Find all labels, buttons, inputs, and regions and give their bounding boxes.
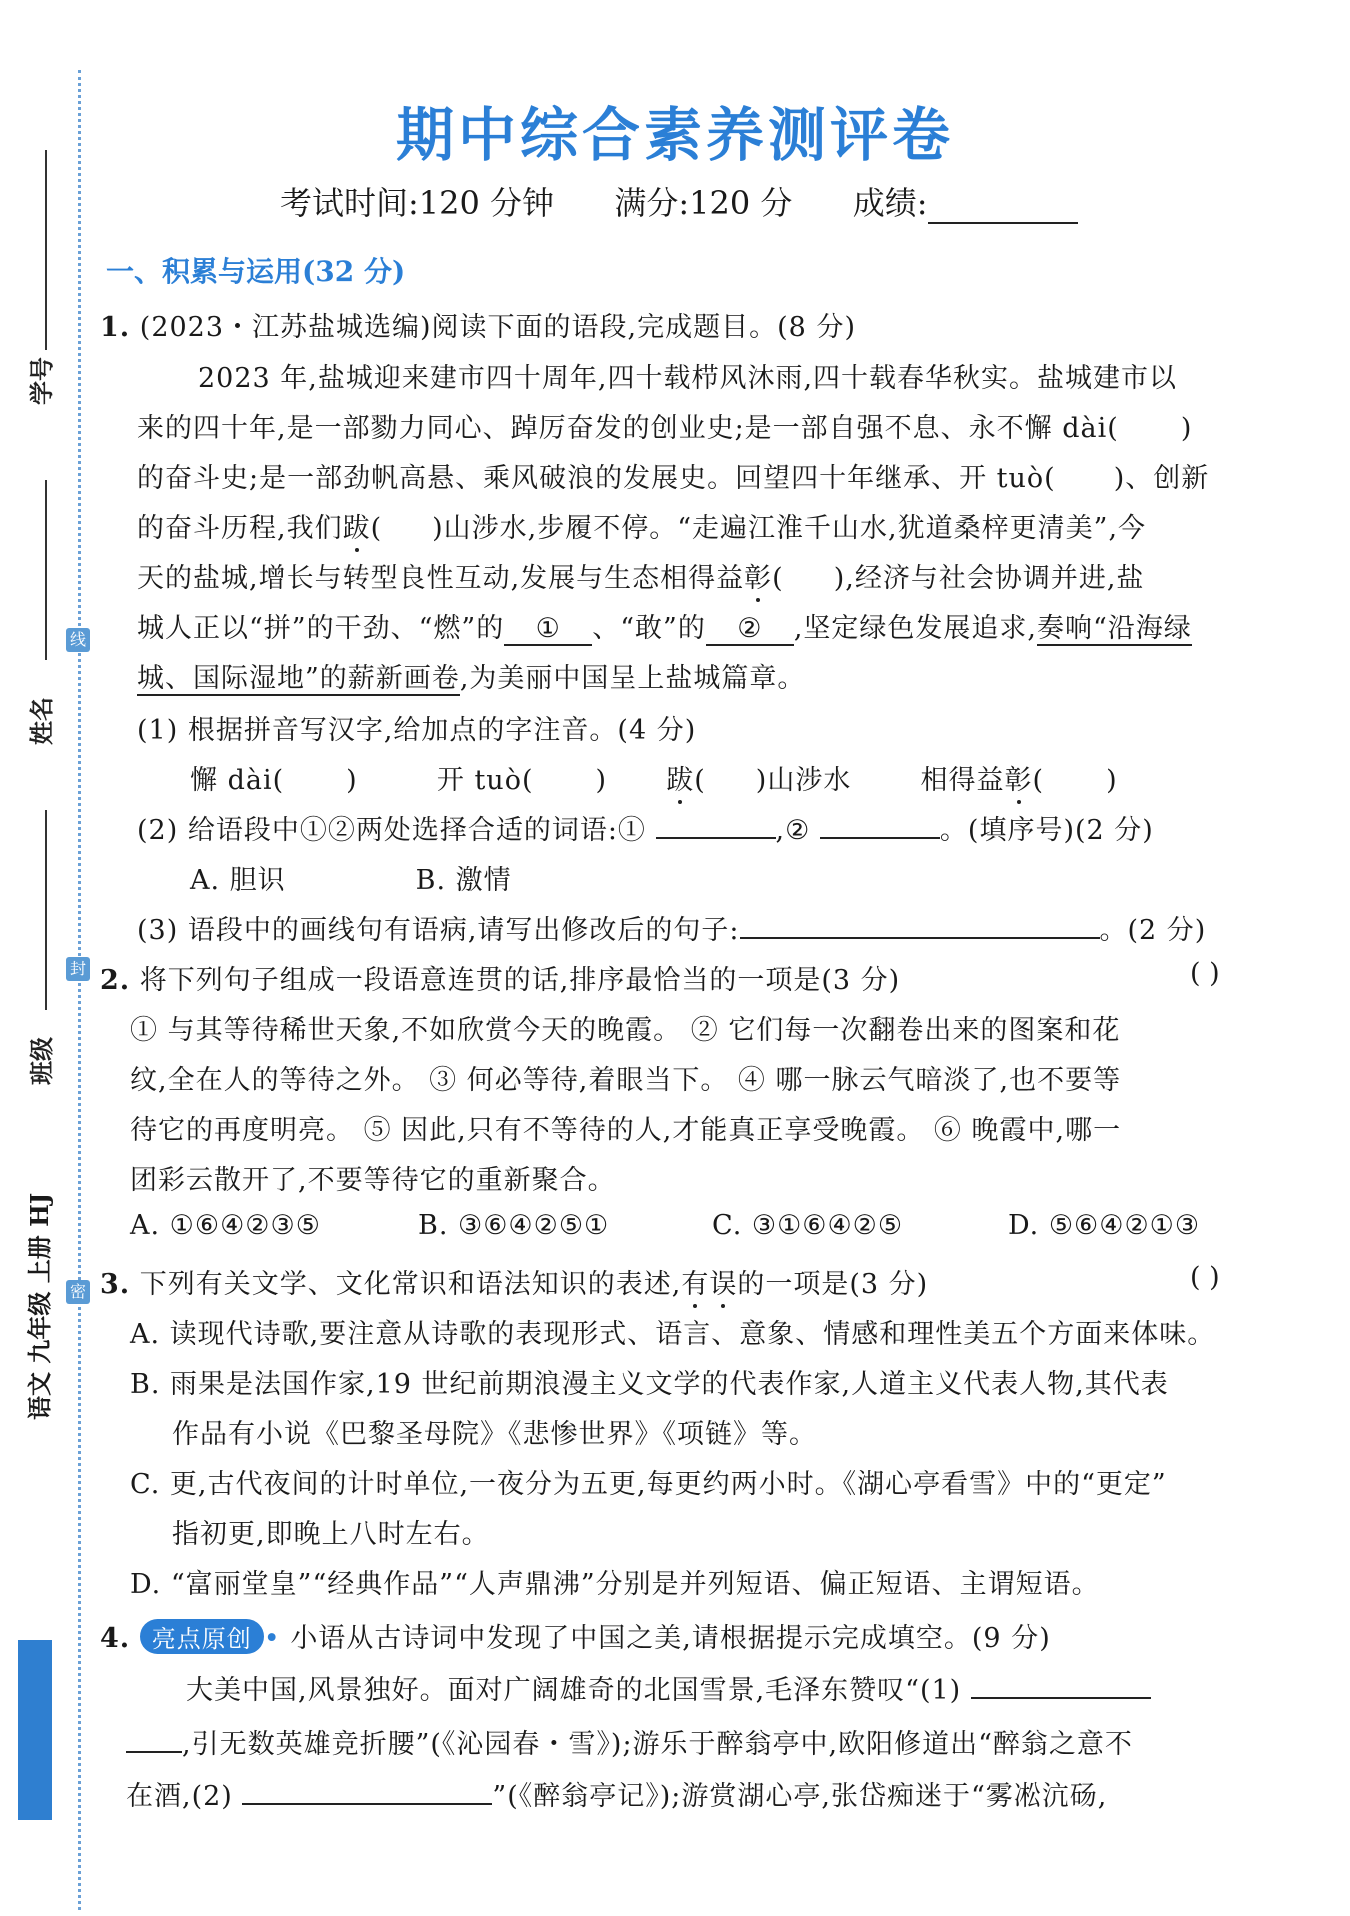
score-label: 成绩: (852, 184, 928, 222)
q1-sub3: (3) 语段中的画线句有语病,请写出修改后的句子: 。(2 分) (137, 915, 1207, 946)
q4-stem: 4. 亮点原创 • 小语从古诗词中发现了中国之美,请根据提示完成填空。(9 分) (100, 1616, 1051, 1655)
q1-para-line: 城、国际湿地”的薪新画卷,为美丽中国呈上盐城篇章。 (137, 663, 806, 694)
q3-option-c: C. 更,古代夜间的计时单位,一夜分为五更,每更约两小时。《湖心亭看雪》中的“更定” (130, 1469, 1167, 1500)
blank-choice-1[interactable] (656, 837, 776, 839)
score-blank[interactable] (928, 194, 1078, 224)
q1-para-line: 城人正以“拼”的干劲、“燃”的 ① 、“敢”的 ② ,坚定绿色发展追求,奏响“沿海绿 (137, 613, 1192, 644)
blank-poem-1a[interactable] (971, 1697, 1151, 1699)
q4-line: ,引无数英雄竞折腰”(《沁园春・雪》);游乐于醉翁亭中,欧阳修道出“醉翁之意不 (126, 1722, 1133, 1761)
blank-correction[interactable] (740, 937, 1100, 939)
class-line (45, 810, 47, 1010)
q1-header: 1. (2023・江苏盐城选编)阅读下面的语段,完成题目。(8 分) (100, 312, 856, 343)
q3-option-b: B. 雨果是法国作家,19 世纪前期浪漫主义文学的代表作家,人道主义代表人物,其代表 (130, 1369, 1169, 1400)
q2-line: ① 与其等待稀世天象,不如欣赏今天的晚霞。 ② 它们每一次翻卷出来的图案和花 (130, 1015, 1121, 1046)
q1-para-line: 来的四十年,是一部勠力同心、踔厉奋发的创业史;是一部自强不息、永不懈 dài( ) (137, 413, 1193, 444)
blank-poem-2[interactable] (242, 1803, 492, 1805)
q2-option-b: B. ③⑥④②⑤① (418, 1210, 610, 1241)
blank-1[interactable]: ① (504, 613, 592, 646)
q1-para-line: 的奋斗史;是一部劲帆高悬、乘风破浪的发展史。回望四十年继承、开 tuò( )、创新 (137, 463, 1210, 494)
name-line (45, 480, 47, 660)
q1-sub2: (2) 给语段中①②两处选择合适的词语:① ,② 。(填序号)(2 分) (137, 815, 1154, 846)
grade-label: 语文 九年级 上册 HJ (25, 1192, 54, 1420)
q1-para-line: 2023 年,盐城迎来建市四十周年,四十载栉风沐雨,四十载春华秋实。盐城建市以 (198, 363, 1178, 394)
binding-dotted-line (78, 70, 81, 1910)
class-label: 班级 (27, 1037, 56, 1085)
xian-badge: 线 (66, 628, 90, 652)
full-score: 满分:120 分 (614, 184, 793, 222)
student-no-label: 学号 (27, 357, 56, 405)
page-title: 期中综合素养测评卷 (395, 101, 954, 169)
q1-sub2-options: A. 胆识 B. 激情 (190, 865, 512, 896)
original-badge: 亮点原创 (140, 1619, 264, 1654)
section-heading: 一、积累与运用(32 分) (106, 255, 406, 288)
q2-line: 纹,全在人的等待之外。 ③ 何必等待,着眼当下。 ④ 哪一脉云气暗淡了,也不要等 (130, 1065, 1122, 1096)
q3-answer-paren[interactable]: ( ) (1190, 1262, 1220, 1293)
q2-answer-paren[interactable]: ( ) (1190, 958, 1220, 989)
brand-bar (18, 1640, 52, 1820)
q3-stem: 3. 下列有关文学、文化常识和语法知识的表述,有误的一项是(3 分) (100, 1269, 929, 1300)
q2-line: 待它的再度明亮。 ⑤ 因此,只有不等待的人,才能真正享受晚霞。 ⑥ 晚霞中,哪一 (130, 1115, 1122, 1146)
student-no-line (45, 150, 47, 350)
q3-option-a: A. 读现代诗歌,要注意从诗歌的表现形式、语言、意象、情感和理性美五个方面来体味。 (130, 1319, 1216, 1350)
blank-poem-1b[interactable] (126, 1751, 182, 1753)
exam-info (280, 178, 1078, 224)
feng-badge: 封 (66, 957, 90, 981)
q2-option-d: D. ⑤⑥④②①③ (1008, 1210, 1201, 1241)
q2-option-c: C. ③①⑥④②⑤ (712, 1210, 904, 1241)
q2-line: 团彩云散开了,不要等待它的重新聚合。 (130, 1165, 616, 1196)
blank-choice-2[interactable] (820, 837, 940, 839)
q4-line: 大美中国,风景独好。面对广阔雄奇的北国雪景,毛泽东赞叹“(1) (186, 1668, 1151, 1707)
q3-option-c-cont: 指初更,即晚上八时左右。 (172, 1519, 490, 1550)
q1-sub1: (1) 根据拼音写汉字,给加点的字注音。(4 分) (137, 715, 697, 746)
q1-sub1-items: 懈 dài( ) 开 tuò( ) 跋( )山涉水 相得益彰( ) (190, 765, 1118, 796)
q1-para-line: 的奋斗历程,我们跋( )山涉水,步履不停。“走遍江淮千山水,犹道桑梓更清美”,今 (137, 513, 1147, 544)
q4-line: 在酒,(2) ”(《醉翁亭记》);游赏湖心亭,张岱痴迷于“雾凇沆砀, (126, 1781, 1108, 1812)
mi-badge: 密 (66, 1280, 90, 1304)
blank-2[interactable]: ② (706, 613, 794, 646)
exam-time: 考试时间:120 分钟 (280, 184, 555, 222)
q3-option-b-cont: 作品有小说《巴黎圣母院》《悲惨世界》《项链》等。 (172, 1419, 817, 1450)
q2-stem: 2. 将下列句子组成一段语意连贯的话,排序最恰当的一项是(3 分) (100, 965, 901, 996)
q2-option-a: A. ①⑥④②③⑤ (130, 1210, 321, 1241)
q3-option-d: D. “富丽堂皇”“经典作品”“人声鼎沸”分别是并列短语、偏正短语、主谓短语。 (130, 1569, 1100, 1600)
q1-para-line: 天的盐城,增长与转型良性互动,发展与生态相得益彰( ),经济与社会协调并进,盐 (137, 563, 1145, 594)
name-label: 姓名 (27, 697, 56, 745)
